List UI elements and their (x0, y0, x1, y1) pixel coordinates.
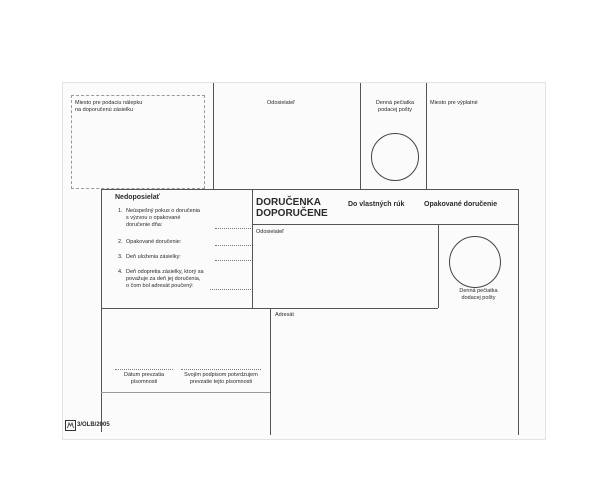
delivery-stamp-label-2: dodacej pošty (461, 295, 496, 301)
item-3-number: 3. (118, 254, 123, 260)
card-top-border (101, 189, 518, 190)
top-sender-label: Odosielateľ (267, 100, 295, 106)
item-2-text: Opakované doručenie: (126, 239, 182, 245)
sticker-area-label: Miesto pre podaciu nálepku (75, 100, 143, 106)
posting-stamp-circle (371, 133, 419, 181)
post-logo-icon (65, 420, 76, 431)
vlastnych-ruk-label: Do vlastných rúk (348, 201, 405, 208)
top-divider-2 (360, 83, 361, 189)
signature-confirm-label: Svojím podpisom potvrdzujem (184, 372, 258, 378)
delivery-stamp-circle (449, 236, 501, 288)
item-1-text: Neúspešný pokus o doručenia (126, 208, 200, 214)
card-sender-label: Odosielateľ (256, 229, 284, 235)
sender-box-right (438, 224, 439, 308)
adresat-left-border (270, 308, 271, 435)
payment-area-label: Miesto pre výplatné (430, 100, 478, 106)
item-3-text: Deň uloženia zásielky: (126, 254, 181, 260)
card-left-border (101, 189, 102, 432)
sticker-area-label-2: na doporučenú zásielku (75, 107, 134, 113)
recipient-signature-line (181, 369, 261, 370)
adresat-label: Adresát (275, 312, 294, 318)
item-4-text-3: o čom bol adresát poučený: (126, 283, 194, 289)
nedoposielat-title: Nedoposielať (115, 194, 160, 201)
card-title-dorucenka: DORUČENKA (256, 197, 321, 208)
signature-confirm-label-2: prevzatie tejto písomnosti (189, 379, 253, 385)
form-code: 3/OLB/2005 (77, 422, 110, 428)
item-1-line (215, 228, 251, 229)
item-4-text-2: považuje za deň jej doručenia, (126, 276, 201, 282)
card-right-border (518, 189, 519, 435)
posting-stamp-label: Denná pečiatka (375, 100, 415, 106)
delivery-stamp-label: Denná pečiatka (459, 288, 498, 294)
posting-stamp-label-2: podacej pošty (378, 107, 412, 113)
item-4-number: 4. (118, 269, 123, 275)
item-4-text: Deň odopretia zásielky, ktorý sa (126, 269, 204, 275)
item-1-number: 1. (118, 208, 123, 214)
card-title-doporucene: DOPORUČENE (256, 208, 328, 219)
date-received-label: Dátum prevzatia (123, 372, 165, 378)
card-divider-left (252, 189, 253, 308)
card-bottom-border (101, 392, 270, 393)
title-underline (252, 224, 518, 225)
delivery-slip-sheet (62, 82, 546, 440)
item-1-text-2: s výzvou o opakované (126, 215, 181, 221)
item-1-text-3: doručenie dňa: (126, 222, 163, 228)
top-divider-1 (213, 83, 214, 189)
item-2-line (215, 245, 251, 246)
item-4-line (210, 289, 251, 290)
item-3-line (215, 260, 251, 261)
date-signature-line (115, 369, 173, 370)
opakovane-dorucenie-label: Opakované doručenie (424, 201, 498, 208)
item-2-number: 2. (118, 239, 123, 245)
top-divider-3 (426, 83, 427, 189)
date-received-label-2: písomnosti (130, 379, 158, 385)
